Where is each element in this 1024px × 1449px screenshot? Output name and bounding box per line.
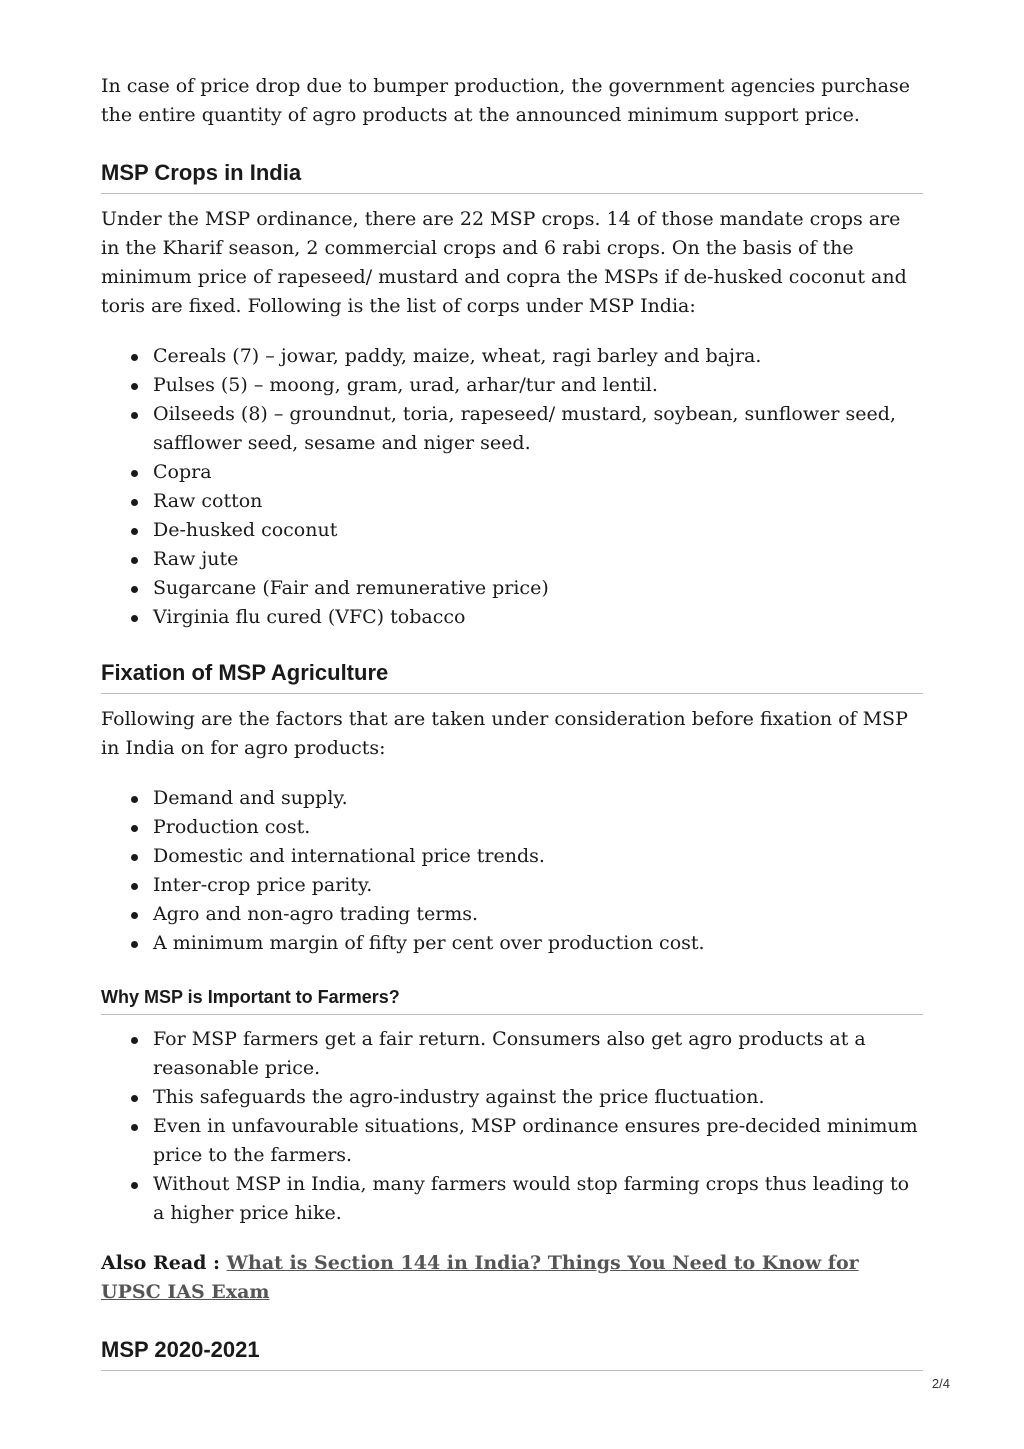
also-read: [101, 1249, 923, 1307]
list-item: Production cost.: [153, 813, 923, 842]
list-item: This safeguards the agro-industry against the price fluctuation.: [153, 1083, 923, 1112]
list-item: Cereals (7) – jowar, paddy, maize, wheat, ragi barley and bajra.: [153, 342, 923, 371]
list-item: Raw cotton: [153, 487, 923, 516]
list-item: Oilseeds (8) – groundnut, toria, rapeseed/ mustard, soybean, sunflower seed, safflower seed, sesame and niger seed.: [153, 400, 923, 458]
list-item: Even in unfavourable situations, MSP ordinance ensures pre-decided minimum price to the farmers.: [153, 1112, 923, 1170]
heading-why-msp: Why MSP is Important to Farmers?: [101, 986, 923, 1015]
fixation-paragraph: Following are the factors that are taken under consideration before fixation of MSP in India on for agro products:: [101, 708, 908, 759]
heading-msp-crops: MSP Crops in India: [101, 160, 923, 194]
crops-list: [101, 342, 923, 632]
heading-msp-2020: MSP 2020-2021: [101, 1337, 923, 1371]
list-item: Sugarcane (Fair and remunerative price): [153, 574, 923, 603]
why-list: [101, 1025, 923, 1228]
fixation-list: [101, 784, 923, 958]
list-item: De-husked coconut: [153, 516, 923, 545]
list-item: Copra: [153, 458, 923, 487]
list-item: Demand and supply.: [153, 784, 923, 813]
intro-paragraph: In case of price drop due to bumper production, the government agencies purchase the entire quantity of agro products at the announced minimum support price.: [101, 75, 910, 126]
also-read-link[interactable]: What is Section 144 in India? Things You Need to Know for UPSC IAS Exam: [101, 1252, 859, 1303]
list-item: Inter-crop price parity.: [153, 871, 923, 900]
also-read-label: Also Read :: [101, 1252, 227, 1274]
page-number: 2/4: [931, 1376, 950, 1391]
list-item: For MSP farmers get a fair return. Consumers also get agro products at a reasonable price.: [153, 1025, 923, 1083]
list-item: Pulses (5) – moong, gram, urad, arhar/tur and lentil.: [153, 371, 923, 400]
list-item: Raw jute: [153, 545, 923, 574]
article-content: [101, 72, 923, 1371]
list-item: Agro and non-agro trading terms.: [153, 900, 923, 929]
list-item: Without MSP in India, many farmers would stop farming crops thus leading to a higher price hike.: [153, 1170, 923, 1228]
list-item: A minimum margin of fifty per cent over production cost.: [153, 929, 923, 958]
list-item: Virginia flu cured (VFC) tobacco: [153, 603, 923, 632]
list-item: Domestic and international price trends.: [153, 842, 923, 871]
crops-paragraph: Under the MSP ordinance, there are 22 MSP crops. 14 of those mandate crops are in the Kharif season, 2 commercial crops and 6 rabi crops. On the basis of the minimum price of rapeseed/ mustard and copra the MSPs if de-husked coconut and toris are fixed. Following is the list of corps under MSP India:: [101, 208, 907, 317]
heading-fixation: Fixation of MSP Agriculture: [101, 660, 923, 694]
